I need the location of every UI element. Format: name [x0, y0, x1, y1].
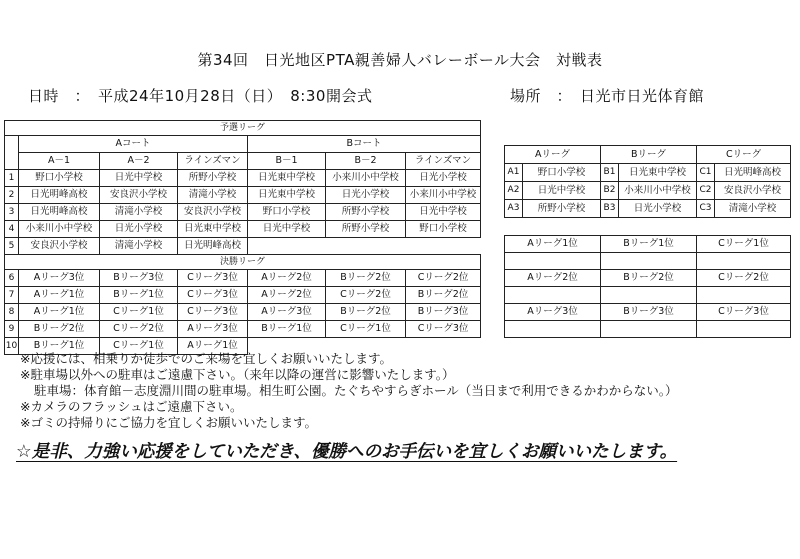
match-number: 2: [5, 187, 19, 204]
match-cell: 清滝小学校: [100, 204, 178, 221]
note-line: ※応援には、相乗りか徒歩でのご来場を宜しくお願いいたします。: [20, 351, 392, 366]
match-cell: 小来川小中学校: [326, 170, 406, 187]
match-cell: 清滝小学校: [178, 187, 248, 204]
league-code: B2: [601, 182, 619, 200]
table-row: [5, 321, 481, 338]
match-cell: 日光小学校: [100, 221, 178, 238]
league-code: A3: [505, 200, 523, 218]
match-cell: Bリーグ2位: [326, 304, 406, 321]
match-number: 6: [5, 270, 19, 287]
match-cell: 小来川小中学校: [406, 187, 481, 204]
match-cell: 日光明峰高校: [19, 204, 100, 221]
result-cell: [505, 253, 601, 270]
rank-cell: Cリーグ3位: [697, 304, 791, 321]
match-table: [4, 120, 481, 355]
match-cell: 安良沢小学校: [100, 187, 178, 204]
match-cell: Cリーグ3位: [406, 321, 481, 338]
match-cell: 所野小学校: [178, 170, 248, 187]
table-row: [505, 270, 791, 287]
match-cell: 日光中学校: [100, 170, 178, 187]
match-cell: Bリーグ3位: [406, 304, 481, 321]
match-cell: Bリーグ1位: [19, 338, 100, 355]
match-cell: 所野小学校: [326, 204, 406, 221]
table-row: [5, 287, 481, 304]
result-cell: [697, 253, 791, 270]
match-cell: 安良沢小学校: [178, 204, 248, 221]
result-cell: [601, 287, 697, 304]
match-cell: 野口小学校: [406, 221, 481, 238]
event-date: 日時 ： 平成24年10月28日（日） 8:30開会式: [28, 87, 373, 105]
column-header: B－1: [248, 153, 326, 170]
match-cell: 日光東中学校: [178, 221, 248, 238]
match-number: 3: [5, 204, 19, 221]
match-cell: Aリーグ3位: [19, 270, 100, 287]
column-header: B－2: [326, 153, 406, 170]
result-cell: [601, 321, 697, 338]
league-team: 日光中学校: [523, 182, 601, 200]
table-row: [5, 221, 481, 238]
column-header: ラインズマン: [406, 153, 481, 170]
match-cell: 日光中学校: [406, 204, 481, 221]
match-cell: 日光小学校: [406, 170, 481, 187]
corner-cell: [5, 136, 19, 170]
match-cell: 日光明峰高校: [19, 187, 100, 204]
league-code: A2: [505, 182, 523, 200]
rank-cell: Cリーグ2位: [697, 270, 791, 287]
match-cell: Aリーグ1位: [19, 304, 100, 321]
table-row: [5, 238, 481, 255]
league-team: 安良沢小学校: [715, 182, 791, 200]
result-cell: [505, 287, 601, 304]
match-cell: Aリーグ2位: [248, 270, 326, 287]
match-cell: Cリーグ3位: [178, 287, 248, 304]
match-cell: 日光東中学校: [248, 170, 326, 187]
match-cell: 日光小学校: [326, 187, 406, 204]
closing-message: ☆是非、力強い応援をしていただき、優勝へのお手伝いを宜しくお願いいたします。: [16, 442, 678, 462]
match-cell: 小来川小中学校: [19, 221, 100, 238]
rank-cell: Bリーグ2位: [601, 270, 697, 287]
match-number: 5: [5, 238, 19, 255]
note-line: ※ゴミの持帰りにご協力を宜しくお願いいたします。: [20, 415, 317, 430]
match-cell: Bリーグ2位: [19, 321, 100, 338]
note-line: 駐車場：体育館－志度淵川間の駐車場。相生町公園。たぐちやすらぎホール（当日まで利用できるかわからない。）: [34, 383, 678, 398]
match-cell: Bリーグ1位: [248, 321, 326, 338]
match-cell: 日光東中学校: [248, 187, 326, 204]
league-team: 野口小学校: [523, 164, 601, 182]
league-header: Cリーグ: [697, 146, 791, 164]
table-row: [5, 304, 481, 321]
rank-cell: Aリーグ2位: [505, 270, 601, 287]
league-team: 日光小学校: [619, 200, 697, 218]
table-row: [505, 182, 791, 200]
preliminary-header: 予選リーグ: [5, 121, 481, 136]
table-row: [5, 187, 481, 204]
league-header: Bリーグ: [601, 146, 697, 164]
match-cell: Aリーグ3位: [178, 321, 248, 338]
match-cell: 日光明峰高校: [178, 238, 248, 255]
table-row: [505, 287, 791, 304]
result-cell: [697, 287, 791, 304]
match-cell: 清滝小学校: [100, 238, 178, 255]
rank-cell: Bリーグ3位: [601, 304, 697, 321]
league-team: 日光東中学校: [619, 164, 697, 182]
rank-cell: Cリーグ1位: [697, 236, 791, 253]
result-cell: [697, 321, 791, 338]
court-a-header: Aコート: [19, 136, 248, 153]
match-cell: Bリーグ3位: [100, 270, 178, 287]
table-row: [505, 164, 791, 182]
match-cell: Bリーグ2位: [406, 287, 481, 304]
league-code: A1: [505, 164, 523, 182]
table-row: [505, 253, 791, 270]
league-code: C1: [697, 164, 715, 182]
match-cell: 野口小学校: [248, 204, 326, 221]
match-cell: Cリーグ3位: [178, 304, 248, 321]
match-cell: Aリーグ1位: [178, 338, 248, 355]
league-code: B1: [601, 164, 619, 182]
league-code: B3: [601, 200, 619, 218]
rank-cell: Bリーグ1位: [601, 236, 697, 253]
match-cell: Cリーグ1位: [100, 338, 178, 355]
match-cell: Cリーグ2位: [326, 287, 406, 304]
table-row: [505, 304, 791, 321]
match-number: 10: [5, 338, 19, 355]
event-place: 場所 ： 日光市日光体育館: [510, 87, 705, 105]
court-b-header: Bコート: [248, 136, 481, 153]
match-cell: Cリーグ2位: [406, 270, 481, 287]
match-cell: 日光中学校: [248, 221, 326, 238]
match-cell: Bリーグ2位: [326, 270, 406, 287]
league-team: 小来川小中学校: [619, 182, 697, 200]
column-header: ラインズマン: [178, 153, 248, 170]
match-number: 4: [5, 221, 19, 238]
match-number: 7: [5, 287, 19, 304]
final-header: 決勝リーグ: [5, 255, 481, 270]
league-team: 清滝小学校: [715, 200, 791, 218]
match-cell: 野口小学校: [19, 170, 100, 187]
match-cell: Cリーグ1位: [100, 304, 178, 321]
match-cell: Cリーグ2位: [100, 321, 178, 338]
page-title: 第34回 日光地区PTA親善婦人バレーボール大会 対戦表: [197, 51, 603, 69]
league-table: [504, 145, 791, 218]
result-cell: [601, 253, 697, 270]
match-number: 9: [5, 321, 19, 338]
note-line: ※駐車場以外への駐車はご遠慮下さい。（来年以降の運営に影響いたします。）: [20, 367, 455, 382]
league-header: Aリーグ: [505, 146, 601, 164]
result-cell: [505, 321, 601, 338]
table-row: [5, 204, 481, 221]
table-row: [505, 321, 791, 338]
table-row: [505, 236, 791, 253]
table-row: [5, 270, 481, 287]
rank-cell: Aリーグ3位: [505, 304, 601, 321]
match-cell: 所野小学校: [326, 221, 406, 238]
league-team: 所野小学校: [523, 200, 601, 218]
note-line: ※カメラのフラッシュはご遠慮下さい。: [20, 399, 243, 414]
empty-cell: [248, 238, 481, 255]
match-cell: Cリーグ3位: [178, 270, 248, 287]
match-cell: Cリーグ1位: [326, 321, 406, 338]
notes: [20, 351, 678, 431]
column-header: A－2: [100, 153, 178, 170]
match-cell: Bリーグ1位: [100, 287, 178, 304]
match-cell: Aリーグ2位: [248, 287, 326, 304]
rank-cell: Aリーグ1位: [505, 236, 601, 253]
match-cell: Aリーグ3位: [248, 304, 326, 321]
table-row: [505, 200, 791, 218]
league-team: 日光明峰高校: [715, 164, 791, 182]
table-row: [5, 170, 481, 187]
match-number: 1: [5, 170, 19, 187]
league-code: C2: [697, 182, 715, 200]
column-header: A－1: [19, 153, 100, 170]
match-cell: 安良沢小学校: [19, 238, 100, 255]
match-number: 8: [5, 304, 19, 321]
final-rank-table: [504, 235, 791, 338]
league-code: C3: [697, 200, 715, 218]
match-cell: Aリーグ1位: [19, 287, 100, 304]
